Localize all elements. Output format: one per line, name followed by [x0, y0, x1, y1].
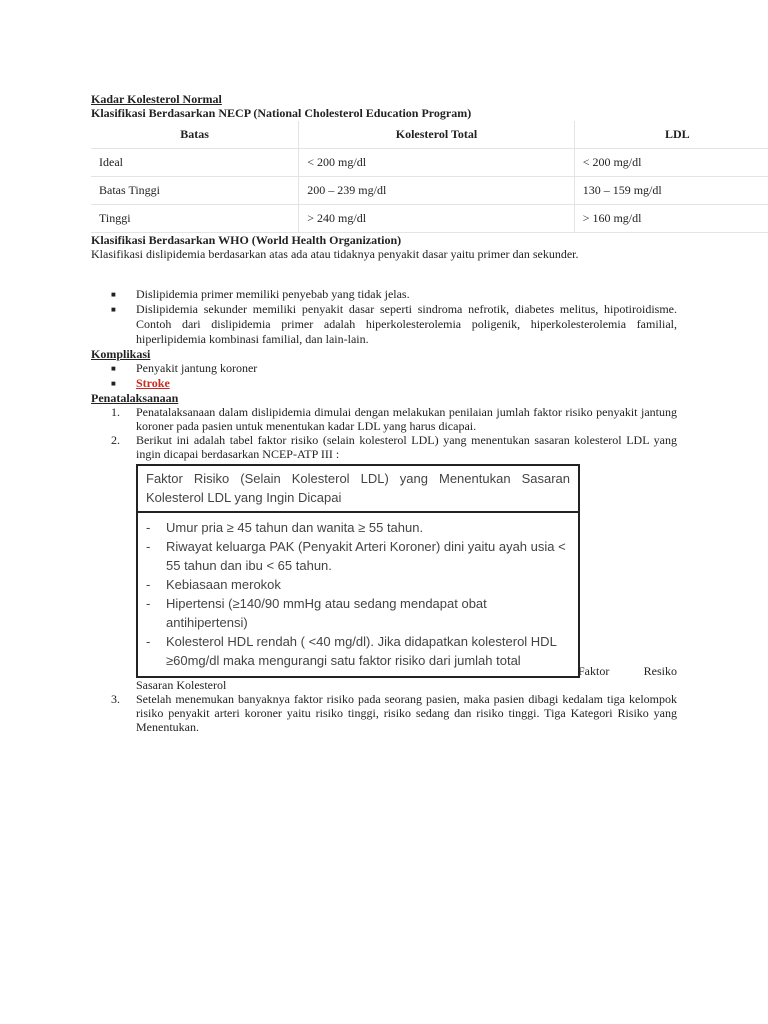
list-item	[91, 433, 677, 461]
list-item-text: Dislipidemia sekunder memiliki penyakit dasar seperti sindroma nefrotik, diabetes melitus, hipotiroidisme. Contoh dari dislipidemia primer adalah hiperkolesterolemia poligenik, hiperkolesterolemia familial, hiperlipidemia kombinasi familial, dan lain-lain.	[136, 302, 677, 346]
square-bullet-icon: ■	[111, 290, 116, 299]
list-number: 2.	[111, 433, 120, 447]
list-item-text: Setelah menemukan banyaknya faktor risiko pada seorang pasien, maka pasien dibagi kedalam tiga kelompok risiko penyakit arteri koroner yaitu risiko tinggi, risiko sedang dan risiko tinggi. Tiga Kategori Risiko yang Menentukan.	[136, 692, 677, 734]
table-header-cell: Kolesterol Total	[299, 121, 574, 149]
square-bullet-icon: ■	[111, 305, 116, 314]
table-row	[91, 205, 768, 233]
section-title-penatalaksanaan: Penatalaksanaan	[91, 391, 179, 405]
section-title-who: Klasifikasi Berdasarkan WHO (World Health Organization)	[91, 233, 402, 247]
who-list	[91, 287, 677, 347]
risk-item: - Kebiasaan merokok	[146, 577, 281, 592]
list-item-text: Penyakit jantung koroner	[136, 361, 258, 375]
necp-table-wrap	[91, 121, 768, 233]
stroke-link[interactable]: Stroke	[136, 376, 170, 390]
spacer	[91, 261, 677, 287]
list-item	[91, 302, 677, 347]
square-bullet-icon: ■	[111, 379, 116, 388]
risk-table-header: Faktor Risiko (Selain Kolesterol LDL) yang Menentukan Sasaran Kolesterol LDL yang Ingin Dicapai	[138, 466, 578, 513]
caption-line2: Sasaran Kolesterol	[136, 678, 227, 692]
table-cell: Ideal	[91, 149, 299, 177]
section-title-komplikasi: Komplikasi	[91, 347, 151, 361]
risk-item-text: Hipertensi (≥140/90 mmHg atau sedang mendapat obat antihipertensi)	[166, 596, 487, 630]
list-item	[91, 692, 677, 734]
table-cell: Batas Tinggi	[91, 177, 299, 205]
section-title-kadar: Kadar Kolesterol Normal	[91, 92, 222, 106]
penatalaksanaan-list	[91, 405, 677, 461]
necp-table	[91, 121, 768, 233]
table-header-row	[91, 121, 768, 149]
penatalaksanaan-list-cont	[91, 692, 677, 734]
list-number: 1.	[111, 405, 120, 419]
risk-factor-table-image	[136, 464, 580, 678]
table-cell: < 200 mg/dl	[574, 149, 768, 177]
risk-item-text: Kebiasaan merokok	[166, 577, 281, 592]
table-cell: 130 – 159 mg/dl	[574, 177, 768, 205]
section-subtitle-necp: Klasifikasi Berdasarkan NECP (National Cholesterol Education Program)	[91, 106, 472, 120]
who-intro: Klasifikasi dislipidemia berdasarkan atas ada atau tidaknya penyakit dasar yaitu primer dan sekunder.	[91, 247, 579, 261]
komplikasi-list	[91, 361, 677, 391]
risk-item: - Umur pria ≥ 45 tahun dan wanita ≥ 55 tahun.	[146, 520, 424, 535]
risk-table-body	[138, 513, 578, 676]
list-item-text: Berikut ini adalah tabel faktor risiko (selain kolesterol LDL) yang menentukan sasaran kolesterol LDL yang ingin dicapai berdasarkan NCEP-ATP III :	[136, 433, 677, 461]
document-body	[91, 92, 690, 734]
table-cell: > 240 mg/dl	[299, 205, 574, 233]
square-bullet-icon: ■	[111, 364, 116, 373]
table-cell: Tinggi	[91, 205, 299, 233]
table-cell: > 160 mg/dl	[574, 205, 768, 233]
table-row	[91, 149, 768, 177]
risk-item-text: Umur pria ≥ 45 tahun dan wanita ≥ 55 tahun.	[166, 520, 424, 535]
table-header-cell: LDL	[574, 121, 768, 149]
table-cell: < 200 mg/dl	[299, 149, 574, 177]
list-item	[91, 376, 677, 391]
risk-item: - Riwayat keluarga PAK (Penyakit Arteri Koroner) dini yaitu ayah usia < 55 tahun dan ibu < 65 tahun.	[146, 539, 566, 573]
risk-table-caption	[91, 664, 677, 692]
table-row	[91, 177, 768, 205]
table-cell: 200 – 239 mg/dl	[299, 177, 574, 205]
list-item	[91, 361, 677, 376]
caption-tail: Faktor Resiko	[578, 664, 677, 678]
list-item	[91, 405, 677, 433]
table-header-cell: Batas	[91, 121, 299, 149]
risk-item-text: Riwayat keluarga PAK (Penyakit Arteri Koroner) dini yaitu ayah usia < 55 tahun dan ibu < 65 tahun.	[166, 539, 566, 573]
risk-item: - Kolesterol HDL rendah ( <40 mg/dl). Jika didapatkan kolesterol HDL ≥60mg/dl maka mengurangi satu faktor risiko dari jumlah total	[146, 634, 557, 668]
list-item-text: Dislipidemia primer memiliki penyebab yang tidak jelas.	[136, 287, 410, 301]
list-number: 3.	[111, 692, 120, 706]
risk-item: - Hipertensi (≥140/90 mmHg atau sedang mendapat obat antihipertensi)	[146, 596, 487, 630]
risk-item-text: Kolesterol HDL rendah ( <40 mg/dl). Jika didapatkan kolesterol HDL ≥60mg/dl maka mengurangi satu faktor risiko dari jumlah total	[166, 634, 557, 668]
list-item-text: Penatalaksanaan dalam dislipidemia dimulai dengan melakukan penilaian jumlah faktor risiko penyakit jantung koroner pada pasien untuk menentukan kadar LDL yang harus dicapai.	[136, 405, 677, 433]
list-item	[91, 287, 677, 302]
